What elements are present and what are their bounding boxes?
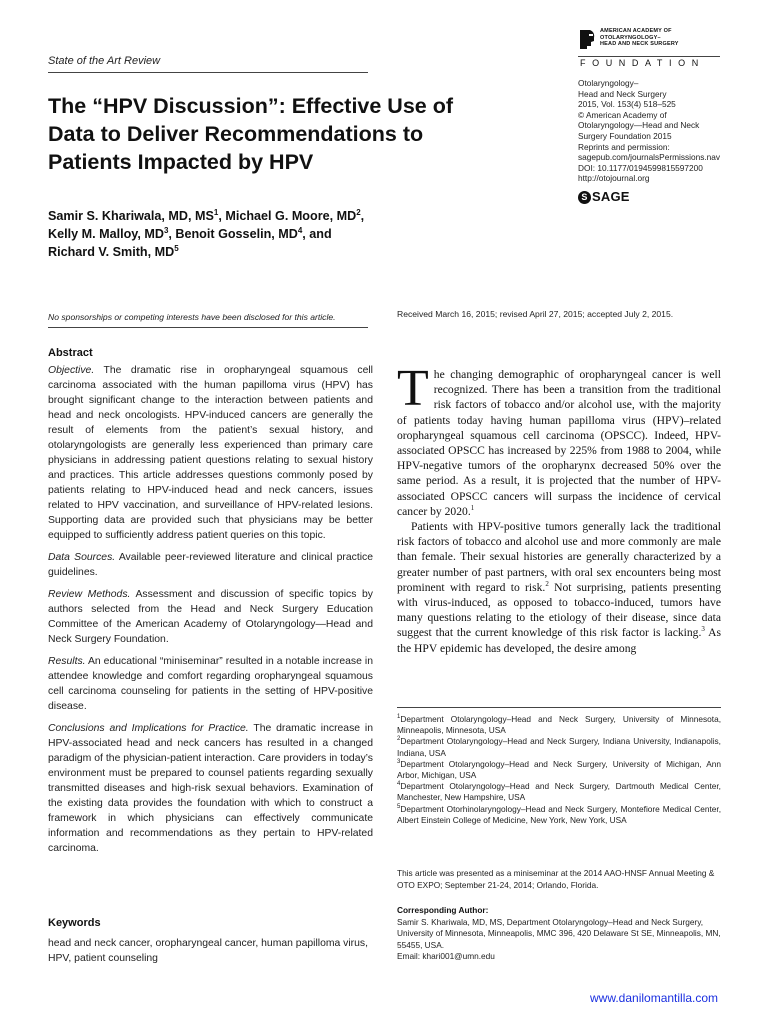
methods-label: Review Methods.: [48, 589, 131, 600]
logo-line-2: OTOLARYNGOLOGY–: [600, 34, 661, 41]
affiliation-text: Department Otolaryngology–Head and Neck Surgery, University of Michigan, Ann Arbor, Michigan, USA: [397, 758, 721, 781]
head-silhouette-icon: [578, 28, 596, 50]
journal-line: Head and Neck Surgery: [578, 88, 667, 99]
journal-line: Otolaryngology—Head and Neck: [578, 120, 700, 131]
abstract-results: [48, 654, 373, 714]
watermark-link[interactable]: www.danilomantilla.com: [590, 991, 719, 1005]
affiliation-item: [397, 736, 721, 758]
affiliation-item: [397, 714, 721, 736]
received-dates: Received March 16, 2015; revised April 27, 2015; accepted July 2, 2015.: [397, 309, 674, 319]
body-text: [397, 360, 721, 656]
keywords-heading: Keywords: [48, 917, 101, 929]
methods-text: Assessment and discussion of specific topics by authors selected from the Head and Neck Surgery Education Committee of the American Academy of Otolaryngology—Head and Neck Surgery Foundation.: [48, 589, 373, 645]
citation-ref[interactable]: 2: [545, 579, 549, 588]
results-label: Results.: [48, 656, 86, 667]
author-sup: 5: [174, 243, 179, 253]
doi-line[interactable]: DOI: 10.1177/0194599815597200: [578, 162, 703, 173]
author-name: Benoit Gosselin, MD: [175, 227, 298, 241]
abstract-conclusions: [48, 721, 373, 856]
keywords: [48, 916, 373, 966]
body-p1-text: he changing demographic of oropharyngeal cancer is well recognized. There has been a transition from the traditional risk factors of tobacco and/or alcohol use, with the majority of patients today having human papilloma virus (HPV)–related oropharyngeal squamous cell carcinoma (OPSCC). Indeed, HPV-associated OPSCC has increased by 225% from 1988 to 2004, while HPV-negative tumors of the oropharynx decreased 50% over the same period. As a result, it is projected that the number of HPV-associated OPSCC cancers will surpass the incidence of cervical cancer by 2020.: [397, 368, 721, 518]
author-sup: 2: [356, 207, 361, 217]
body-paragraph: [397, 519, 721, 656]
author-sup: 1: [213, 207, 219, 217]
affiliation-text: Department Otolaryngology–Head and Neck Surgery, Dartmouth Medical Center, Manchester, New Hampshire, USA: [397, 781, 721, 803]
author-name: Michael G. Moore, MD: [225, 209, 357, 223]
corresponding-author: [397, 905, 721, 963]
abstract-objective: [48, 363, 373, 543]
journal-info: [578, 78, 728, 184]
conclusions-label: Conclusions and Implications for Practice.: [48, 723, 249, 734]
journal-line: © American Academy of: [578, 109, 667, 120]
affiliation-text: Department Otolaryngology–Head and Neck Surgery, University of Minnesota, Minneapolis, Minnesota, USA: [397, 714, 721, 736]
objective-label: Objective.: [48, 365, 95, 376]
presentation-note: This article was presented as a miniseminar at the 2014 AAO-HNSF Annual Meeting & OTO EXPO; September 21-24, 2014; Orlando, Florida.: [397, 868, 715, 890]
author-sup: 4: [297, 225, 303, 235]
section-label: State of the Art Review: [48, 55, 161, 67]
abstract-sources: [48, 550, 373, 580]
corresponding-text: Samir S. Khariwala, MD, MS, Department Otolaryngology–Head and Neck Surgery, University of Minnesota, Minneapolis, MMC 396, 420 Delaware St SE, Minneapolis, MN, 55455, USA.: [397, 916, 721, 950]
affiliation-sup: 1: [397, 714, 401, 721]
affiliation-text: Department Otolaryngology–Head and Neck Surgery, Indiana University, Indianapolis, Indiana, USA: [397, 736, 721, 758]
citation-ref[interactable]: 3: [701, 625, 705, 634]
affiliation-text: Department Otorhinolaryngology–Head and Neck Surgery, Montefiore Medical Center, Albert Einstein College of Medicine, New York, New York, USA: [397, 803, 721, 825]
author-name: Samir S. Khariwala, MD, MS: [48, 209, 214, 223]
author-list: Samir S. Khariwala, MD, $MS^1$, Michael G. Moore, $MD^2$, Kelly M. Malloy, $MD^3$, Benoit Gosselin, $MD^4$, and Richard V. Smith, $MD^5$: [48, 207, 365, 259]
corresponding-heading: Corresponding Author:: [397, 905, 489, 915]
corresponding-email[interactable]: Email: khari001@umn.edu: [397, 951, 495, 961]
body-paragraph: [397, 360, 721, 519]
affiliation-item: [397, 781, 721, 803]
citation-ref[interactable]: 1: [470, 503, 475, 512]
affiliation-sup: 2: [397, 736, 401, 743]
affiliation-sup: 5: [397, 803, 401, 810]
sage-text: SAGE: [592, 189, 630, 204]
abstract-heading: Abstract: [48, 347, 93, 359]
logo-line-1: AMERICAN ACADEMY OF: [600, 28, 672, 34]
journal-line[interactable]: sagepub.com/journalsPermissions.nav: [578, 152, 721, 163]
journal-line: Reprints and permission:: [578, 141, 670, 152]
logo-text: [600, 28, 679, 48]
header-rule: [48, 72, 368, 73]
conclusions-text: The dramatic increase in HPV-associated head and neck cancers has resulted in a changed paradigm of the physician-patient interaction. Care providers in today’s environment must be prepared to counsel patients regarding sexually transmitted diseases and high-risk sexual behaviors. Examination of the existing data provides the foundation with which to construct a framework in which physicians can effectively communicate information and recommendations as they pertain to HPV-related carcinoma.: [48, 723, 373, 854]
affiliation-item: [397, 804, 721, 826]
affiliations: [397, 714, 721, 826]
body-p2c-text: As the HPV epidemic has developed, the desire among: [397, 626, 721, 655]
sources-text: Available peer-reviewed literature and clinical practice guidelines.: [48, 552, 373, 578]
sage-logo: [578, 189, 630, 204]
drop-cap: T: [397, 360, 429, 417]
logo-line-3: HEAD AND NECK SURGERY: [600, 41, 679, 47]
journal-line: 2015, Vol. 153(4) 518–525: [578, 99, 676, 110]
results-text: An educational “miniseminar” resulted in a notable increase in attendee knowledge and comfort regarding oropharyngeal squamous cell carcinoma counseling for patients in the setting of HPV-positive disease.: [48, 656, 373, 712]
affiliation-rule: [397, 707, 721, 708]
author-name: Kelly M. Malloy, MD: [48, 227, 164, 241]
disclosure-rule: [48, 327, 368, 328]
abstract-methods: [48, 587, 373, 647]
affiliation-sup: 4: [397, 781, 401, 788]
author-name: Richard V. Smith, MD: [48, 245, 175, 259]
affiliation-item: [397, 759, 721, 781]
journal-url[interactable]: http://otojournal.org: [578, 173, 650, 184]
disclosure-note: No sponsorships or competing interests have been disclosed for this article.: [48, 312, 336, 322]
body-p2a-text: Patients with HPV-positive tumors generally lack the traditional risk factors of tobacco and alcohol use and more commonly are male than female. Their sexual histories are generally characterized by a greater number of past partners, with oral sex encounters being most prominent with regard to risk.: [397, 520, 721, 594]
logo-rule: [578, 56, 720, 57]
logo-foundation: FOUNDATION: [580, 58, 705, 68]
sage-circle-icon: S: [578, 191, 591, 204]
journal-line: Surgery Foundation 2015: [578, 130, 672, 141]
objective-text: The dramatic rise in oropharyngeal squamous cell carcinoma associated with the human papilloma virus (HPV) has brought significant change to the interaction between patients and head and neck oncologists. HPV-induced cancers are generally the result of elements from the patient’s sexual history, and otolaryngologists are generally less experienced than primary care physicians in addressing patient questions relating to sexual history and practices. This article addresses questions commonly posed by patients relating to HPV-induced head and neck cancers, issues related to HPV vaccination, and surveillance of HPV-related lesions. Supporting data are provided such that physicians may be better equipped to sufficiently address patient queries on this topic.: [48, 365, 373, 541]
abstract: [48, 346, 373, 863]
article-title: The “HPV Discussion”: Effective Use of Data to Deliver Recommendations to Patients Impacted by HPV: [48, 94, 454, 174]
affiliation-sup: 3: [397, 759, 401, 766]
journal-line: Otolaryngology–: [578, 78, 639, 88]
sources-label: Data Sources.: [48, 552, 116, 563]
keywords-text: head and neck cancer, oropharyngeal cancer, human papilloma virus, HPV, patient counseling: [48, 938, 368, 964]
body-p2b-text: Not surprising, patients presenting with virus-induced, as opposed to tobacco-induced, tumors have many questions relating to the etiology of their disease, since data suggest that the current knowledge of this risk factor is lacking.: [397, 580, 721, 640]
author-sup: 3: [163, 225, 169, 235]
